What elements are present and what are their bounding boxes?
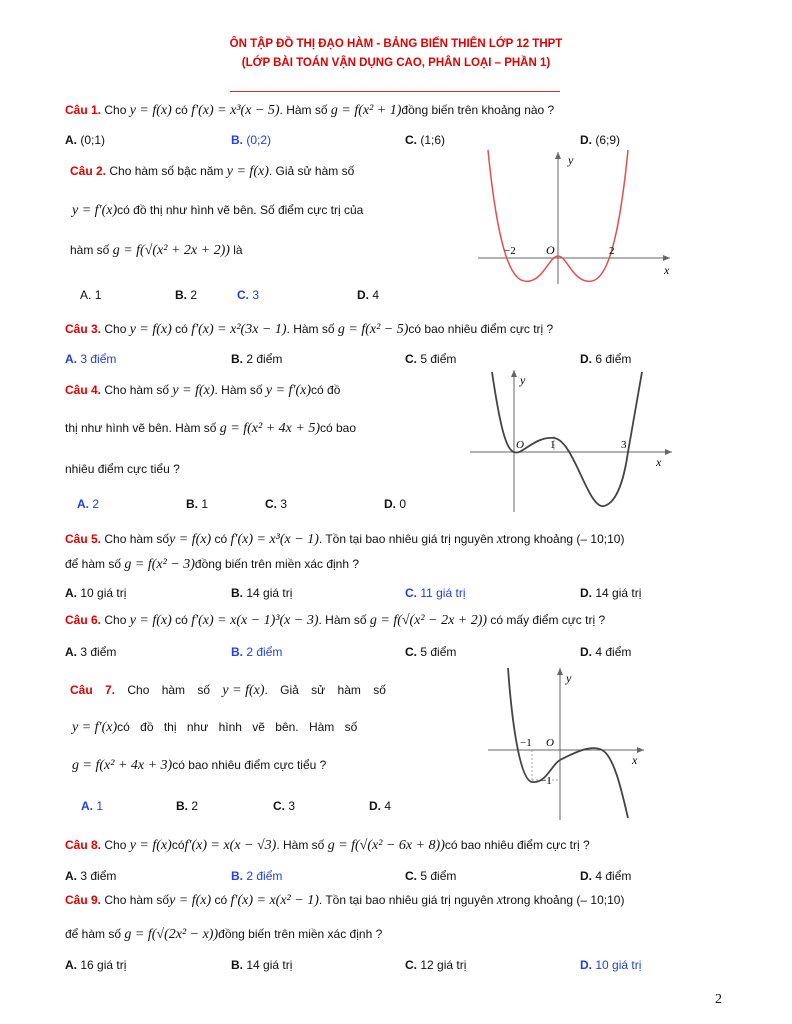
tick-label-minus-1-y: −1 — [540, 775, 552, 787]
text: . Tồn tại bao nhiêu giá trị nguyên — [318, 893, 494, 907]
text: Cho — [104, 838, 127, 852]
x-label: x — [656, 455, 662, 469]
question-4-line-3 — [65, 462, 180, 476]
math: f′(x) = x(x − 1)³(x − 3) — [191, 613, 319, 628]
q7-option-c[interactable]: C. 3 — [273, 799, 296, 813]
q2-option-d[interactable]: D. 4 — [357, 288, 380, 302]
text: Cho — [104, 322, 127, 336]
math: g = f(x² + 1) — [330, 103, 402, 118]
tick-label-1: 1 — [550, 439, 556, 451]
q6-option-d[interactable]: D. 4 điểm — [580, 645, 632, 659]
question-8 — [65, 838, 590, 854]
text: đồng biến trên miền xác định ? — [218, 927, 383, 941]
tick-label-minus-1-x: −1 — [520, 737, 532, 749]
q6-option-b[interactable]: B. 2 điểm — [231, 645, 283, 659]
math: y = f(x) — [169, 532, 212, 547]
text: . Hàm số — [286, 322, 335, 336]
origin-label: O — [546, 737, 554, 749]
math: y = f(x) — [129, 103, 172, 118]
q6-option-a[interactable]: A. 3 điểm — [65, 645, 117, 659]
math: x — [496, 893, 504, 908]
q1-option-a[interactable]: A. (0;1) — [65, 133, 106, 147]
math: g = f(x² + 4x + 3) — [72, 758, 173, 773]
graph-q4 — [470, 366, 675, 516]
math: g = f(x² + 4x + 5) — [219, 421, 320, 436]
math: g = f(x² − 5) — [337, 322, 409, 337]
text: đồng biến trên khoảng nào ? — [401, 103, 555, 117]
question-5-line-2 — [65, 557, 359, 573]
math: y = f′(x) — [72, 720, 118, 735]
text: có bao nhiêu điểm cực trị ? — [444, 838, 590, 852]
math: y = f(x) — [172, 383, 215, 398]
q5-option-d[interactable]: D. 14 giá trị — [580, 586, 642, 600]
math: f′(x) = x(x − √3) — [184, 838, 277, 853]
text: có — [175, 103, 188, 117]
text: trong khoảng (– 10;10) — [503, 532, 625, 546]
question-3 — [65, 322, 553, 338]
q9-option-b[interactable]: B. 14 giá trị — [231, 958, 293, 972]
text: có đồ thị như hình vẽ bên. Hàm số — [117, 720, 358, 734]
q8-option-b[interactable]: B. 2 điểm — [231, 869, 283, 883]
text: Cho hàm số — [104, 532, 170, 546]
question-5-line-1 — [65, 532, 624, 548]
x-label: x — [664, 263, 670, 277]
question-9-line-1 — [65, 893, 624, 909]
q7-option-d[interactable]: D. 4 — [369, 799, 392, 813]
math: f′(x) = x²(3x − 1) — [191, 322, 287, 337]
text: có bao nhiêu điểm cực trị ? — [408, 322, 554, 336]
graph-q7 — [488, 664, 648, 824]
q9-option-d[interactable]: D. 10 giá trị — [580, 958, 642, 972]
text: là — [233, 243, 243, 257]
x-axis-arrow — [663, 255, 670, 261]
math: y = f(x) — [129, 613, 172, 628]
text: có bao — [319, 421, 357, 435]
text: trong khoảng (– 10;10) — [503, 893, 625, 907]
text: có — [214, 893, 228, 907]
text: Cho — [104, 103, 127, 117]
text: có — [175, 613, 188, 627]
text: có đồ — [311, 383, 341, 397]
q3-option-a[interactable]: A. 3 điểm — [65, 352, 117, 366]
q4-option-b[interactable]: B. 1 — [186, 497, 209, 511]
question-7-line-2 — [72, 720, 357, 736]
question-label: Câu 3. — [65, 322, 102, 336]
question-label: Câu 7. — [70, 683, 116, 697]
y-axis-arrow — [511, 370, 517, 377]
question-4-line-1 — [65, 383, 340, 399]
text: có mấy điểm cực trị ? — [490, 613, 606, 627]
origin-label: O — [546, 243, 555, 257]
question-4-line-2 — [65, 421, 356, 437]
text: Cho hàm số bậc năm — [109, 164, 224, 178]
text: . Hàm số — [318, 613, 367, 627]
q8-option-d[interactable]: D. 4 điểm — [580, 869, 632, 883]
text: . Hàm số — [279, 103, 328, 117]
q3-option-c[interactable]: C. 5 điểm — [405, 352, 457, 366]
q4-option-a[interactable]: A. 2 — [77, 497, 100, 511]
math: g = f(√(x² + 2x + 2)) — [112, 243, 230, 258]
question-2-line-1 — [70, 164, 354, 180]
x-label: x — [632, 753, 638, 767]
title-divider — [230, 91, 560, 92]
math: y = f′(x) — [72, 203, 118, 218]
question-label: Câu 9. — [65, 893, 102, 907]
text: Cho — [104, 613, 127, 627]
q7-option-b[interactable]: B. 2 — [176, 799, 199, 813]
math: y = f(x) — [129, 838, 172, 853]
q1-option-d[interactable]: D. (6;9) — [580, 133, 621, 147]
y-axis-arrow — [557, 668, 563, 675]
text: đồng biến trên miền xác định ? — [194, 557, 360, 571]
math: y = f(x) — [169, 893, 212, 908]
math: y = f′(x) — [265, 383, 312, 398]
q9-option-c[interactable]: C. 12 giá trị — [405, 958, 467, 972]
question-label: Câu 5. — [65, 532, 102, 546]
q1-option-c[interactable]: C. (1;6) — [405, 133, 446, 147]
math: y = f(x) — [129, 322, 172, 337]
math: x — [496, 532, 504, 547]
q9-option-a[interactable]: A. 16 giá trị — [65, 958, 127, 972]
question-2-line-3 — [70, 243, 243, 259]
x-axis-arrow — [665, 449, 672, 455]
text: có — [171, 838, 185, 852]
math: f′(x) = x³(x − 1) — [230, 532, 319, 547]
text: . Giả sử hàm số — [268, 164, 355, 178]
question-2-line-2 — [72, 203, 363, 219]
origin-label: O — [516, 439, 524, 451]
math: g = f(√(2x² − x)) — [124, 927, 219, 942]
math: f′(x) = x(x² − 1) — [230, 893, 319, 908]
math: g = f(√(x² − 2x + 2)) — [369, 613, 488, 628]
question-label: Câu 8. — [65, 838, 102, 852]
tick-label-3: 3 — [621, 439, 627, 451]
y-axis-arrow — [555, 152, 561, 159]
q5-option-c[interactable]: C. 11 giá trị — [405, 586, 466, 600]
q2-option-a[interactable]: A. 1 — [80, 288, 102, 302]
text: để hàm số — [65, 927, 122, 941]
math: y = f(x) — [222, 683, 265, 698]
question-label: Câu 1. — [65, 103, 102, 117]
question-9-line-2 — [65, 927, 382, 943]
page-number: 2 — [715, 992, 722, 1007]
question-7-line-3 — [72, 758, 326, 774]
text: . Hàm số — [276, 838, 325, 852]
y-label: y — [520, 373, 526, 387]
text: có — [214, 532, 228, 546]
text: có — [175, 322, 188, 336]
math: y = f(x) — [226, 164, 269, 179]
tick-label-2: 2 — [609, 245, 615, 257]
text: . Hàm số — [214, 383, 263, 397]
q8-option-a[interactable]: A. 3 điểm — [65, 869, 117, 883]
text: . Tồn tại bao nhiêu giá trị nguyên — [318, 532, 494, 546]
q4-option-c[interactable]: C. 3 — [265, 497, 288, 511]
text: . Giả sử hàm số — [264, 683, 386, 697]
graph-q2 — [478, 146, 678, 286]
q7-option-a[interactable]: A. 1 — [81, 799, 104, 813]
text: Cho hàm số — [104, 893, 170, 907]
text: thị như hình vẽ bên. Hàm số — [65, 421, 217, 435]
x-axis-arrow — [637, 747, 644, 753]
q3-option-b[interactable]: B. 2 điểm — [231, 352, 283, 366]
text: có đồ thị như hình vẽ bên. Số điểm cực trị của — [117, 203, 364, 217]
q5-option-b[interactable]: B. 14 giá trị — [231, 586, 293, 600]
q4-option-d[interactable]: D. 0 — [384, 497, 407, 511]
question-label: Câu 2. — [70, 164, 107, 178]
math: g = f(x² − 3) — [124, 557, 195, 572]
question-6 — [65, 613, 605, 629]
tick-label-minus-2: −2 — [504, 245, 516, 257]
q2-option-b[interactable]: B. 2 — [175, 288, 198, 302]
text: hàm số — [70, 243, 110, 257]
q2-option-c[interactable]: C. 3 — [237, 288, 260, 302]
text: Cho hàm số — [104, 383, 170, 397]
text: nhiêu điểm cực tiểu ? — [65, 462, 180, 476]
question-1 — [65, 103, 554, 119]
math: g = f(√(x² − 6x + 8)) — [327, 838, 445, 853]
math: f′(x) = x³(x − 5) — [191, 103, 280, 118]
y-label: y — [568, 153, 574, 167]
question-label: Câu 4. — [65, 383, 102, 397]
q3-option-d[interactable]: D. 6 điểm — [580, 352, 632, 366]
q1-option-b[interactable]: B. (0;2) — [231, 133, 272, 147]
y-label: y — [566, 671, 572, 685]
page-subtitle: (LỚP BÀI TOÁN VẬN DỤNG CAO, PHÂN LOẠI – PHẦN 1) — [241, 57, 551, 69]
q8-option-c[interactable]: C. 5 điểm — [405, 869, 457, 883]
q5-option-a[interactable]: A. 10 giá trị — [65, 586, 127, 600]
question-label: Câu 6. — [65, 613, 102, 627]
text: để hàm số — [65, 557, 122, 571]
text: Cho hàm số — [127, 683, 211, 697]
q6-option-c[interactable]: C. 5 điểm — [405, 645, 457, 659]
page-title: ÔN TẬP ĐỒ THỊ ĐẠO HÀM - BẢNG BIẾN THIÊN LỚP 12 THPT — [229, 38, 563, 50]
question-7-line-1 — [70, 683, 386, 699]
text: có bao nhiêu điểm cực tiểu ? — [172, 758, 327, 772]
